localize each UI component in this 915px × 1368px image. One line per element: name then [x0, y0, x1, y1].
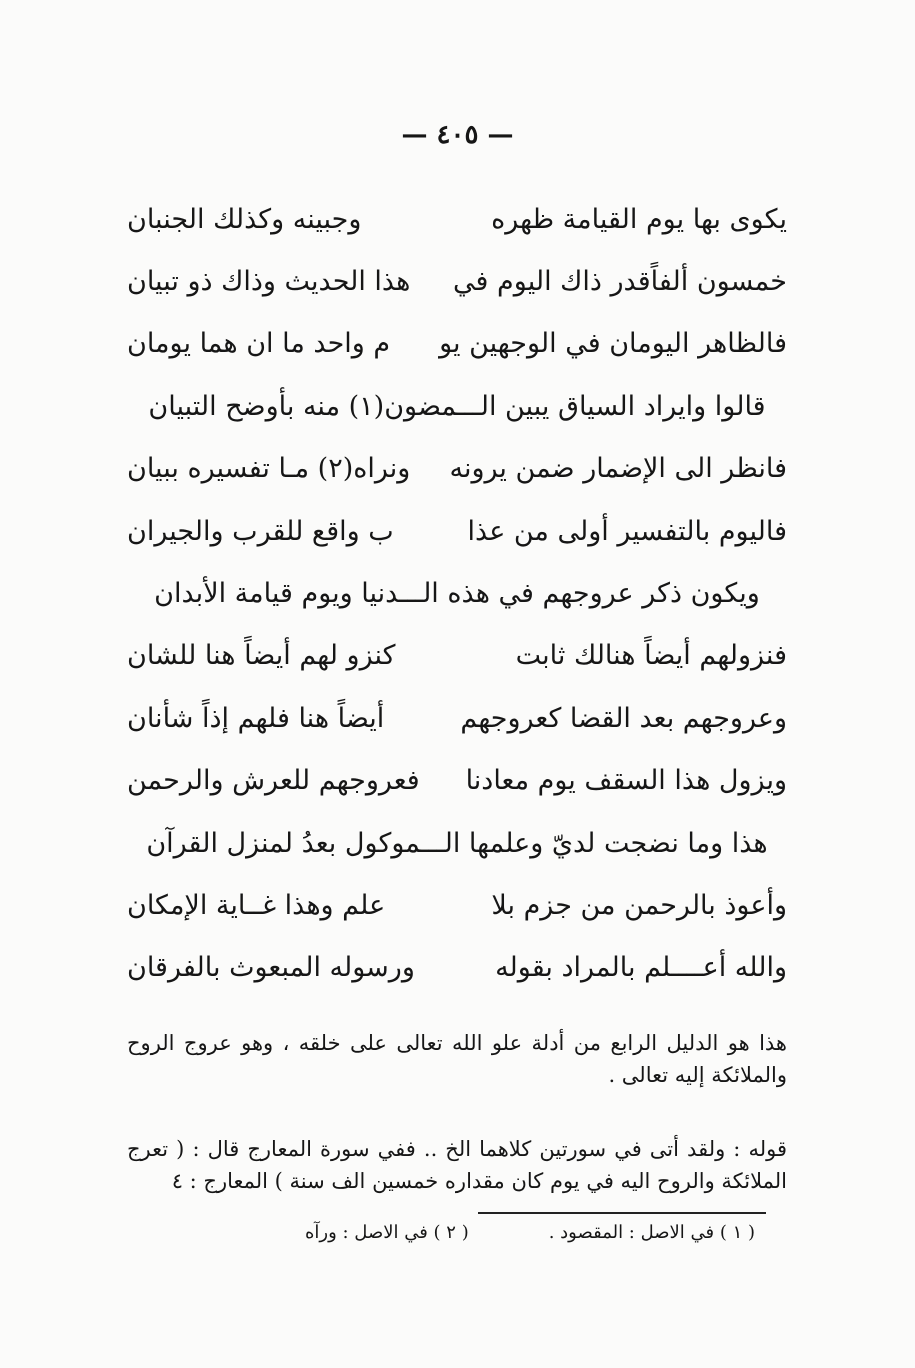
verse-hemistich-right: فنزولهم أيضاً هنالك ثابت	[515, 640, 787, 672]
verse-hemistich-left: علم وهذا غــاية الإمكان	[127, 889, 386, 921]
verse-line	[127, 438, 787, 500]
page-number: — ٤٠٥ —	[401, 120, 514, 150]
footnote-2: ( ٢ ) في الاصل : ورآه	[304, 1222, 469, 1243]
verse-hemistich-right: والله أعــــلم بالمراد بقوله	[495, 952, 787, 984]
verse-hemistich-left: ب واقع للقرب والجيران	[127, 515, 394, 547]
verse-hemistich-right: وعروجهم بعد القضا كعروجهم	[460, 702, 787, 734]
quran-quote-paragraph: قوله : ولقد أتى في سورتين كلاهما الخ .. ففي سورة المعارج قال : ( تعرج الملائكة والروح اليه في يوم كان مقداره خمسين الف سنة ) المعارج : ٤	[127, 1137, 787, 1193]
verse-line	[127, 375, 787, 437]
poem-verses	[127, 188, 787, 999]
verse-hemistich-right: فاليوم بالتفسير أولى من عذا	[467, 515, 787, 547]
verse-full: قالوا وايراد السياق يبين الـــمضون(١) منه بأوضح التبيان	[148, 390, 766, 422]
verse-hemistich-left: ورسوله المبعوث بالفرقان	[127, 952, 415, 984]
verse-hemistich-right: يكوى بها يوم القيامة ظهره	[491, 203, 787, 235]
verse-line	[127, 188, 787, 250]
verse-hemistich-left: م واحد ما ان هما يومان	[127, 328, 391, 360]
verse-line	[127, 687, 787, 749]
verse-hemistich-right: خمسون ألفاًقدر ذاك اليوم في	[453, 266, 787, 298]
verse-line	[127, 812, 787, 874]
verse-hemistich-left: ونراه(٢) مـا تفسيره ببيان	[127, 453, 411, 485]
verse-full: هذا وما نضجت لديّ وعلمها الـــموكول بعدُ لمنزل القرآن	[146, 827, 768, 859]
footnotes	[305, 1222, 755, 1243]
verse-hemistich-left: هذا الحديث وذاك ذو تبيان	[127, 266, 411, 298]
verse-hemistich-right: فانظر الى الإضمار ضمن يرونه	[449, 453, 787, 485]
verse-hemistich-left: فعروجهم للعرش والرحمن	[127, 765, 420, 797]
verse-line	[127, 937, 787, 999]
footnote-1: ( ١ ) في الاصل : المقصود .	[548, 1222, 755, 1243]
commentary-paragraph: هذا هو الدليل الرابع من أدلة علو الله تعالى على خلقه ، وهو عروج الروح والملائكة إليه تعالى .	[127, 1031, 787, 1087]
verse-line	[127, 250, 787, 312]
verse-full: ويكون ذكر عروجهم في هذه الـــدنيا ويوم قيامة الأبدان	[154, 578, 760, 610]
verse-line	[127, 625, 787, 687]
footnote-divider	[478, 1212, 766, 1214]
verse-line	[127, 562, 787, 624]
verse-hemistich-right: ويزول هذا السقف يوم معادنا	[465, 765, 787, 797]
verse-line	[127, 313, 787, 375]
verse-line	[127, 750, 787, 812]
verse-hemistich-right: وأعوذ بالرحمن من جزم بلا	[491, 889, 787, 921]
verse-hemistich-right: فالظاهر اليومان في الوجهين يو	[439, 328, 787, 360]
verse-line	[127, 500, 787, 562]
verse-hemistich-left: أيضاً هنا فلهم إذاً شأنان	[127, 702, 385, 734]
verse-hemistich-left: وجبينه وكذلك الجنبان	[127, 203, 362, 235]
verse-hemistich-left: كنزو لهم أيضاً هنا للشان	[127, 640, 396, 672]
verse-line	[127, 874, 787, 936]
